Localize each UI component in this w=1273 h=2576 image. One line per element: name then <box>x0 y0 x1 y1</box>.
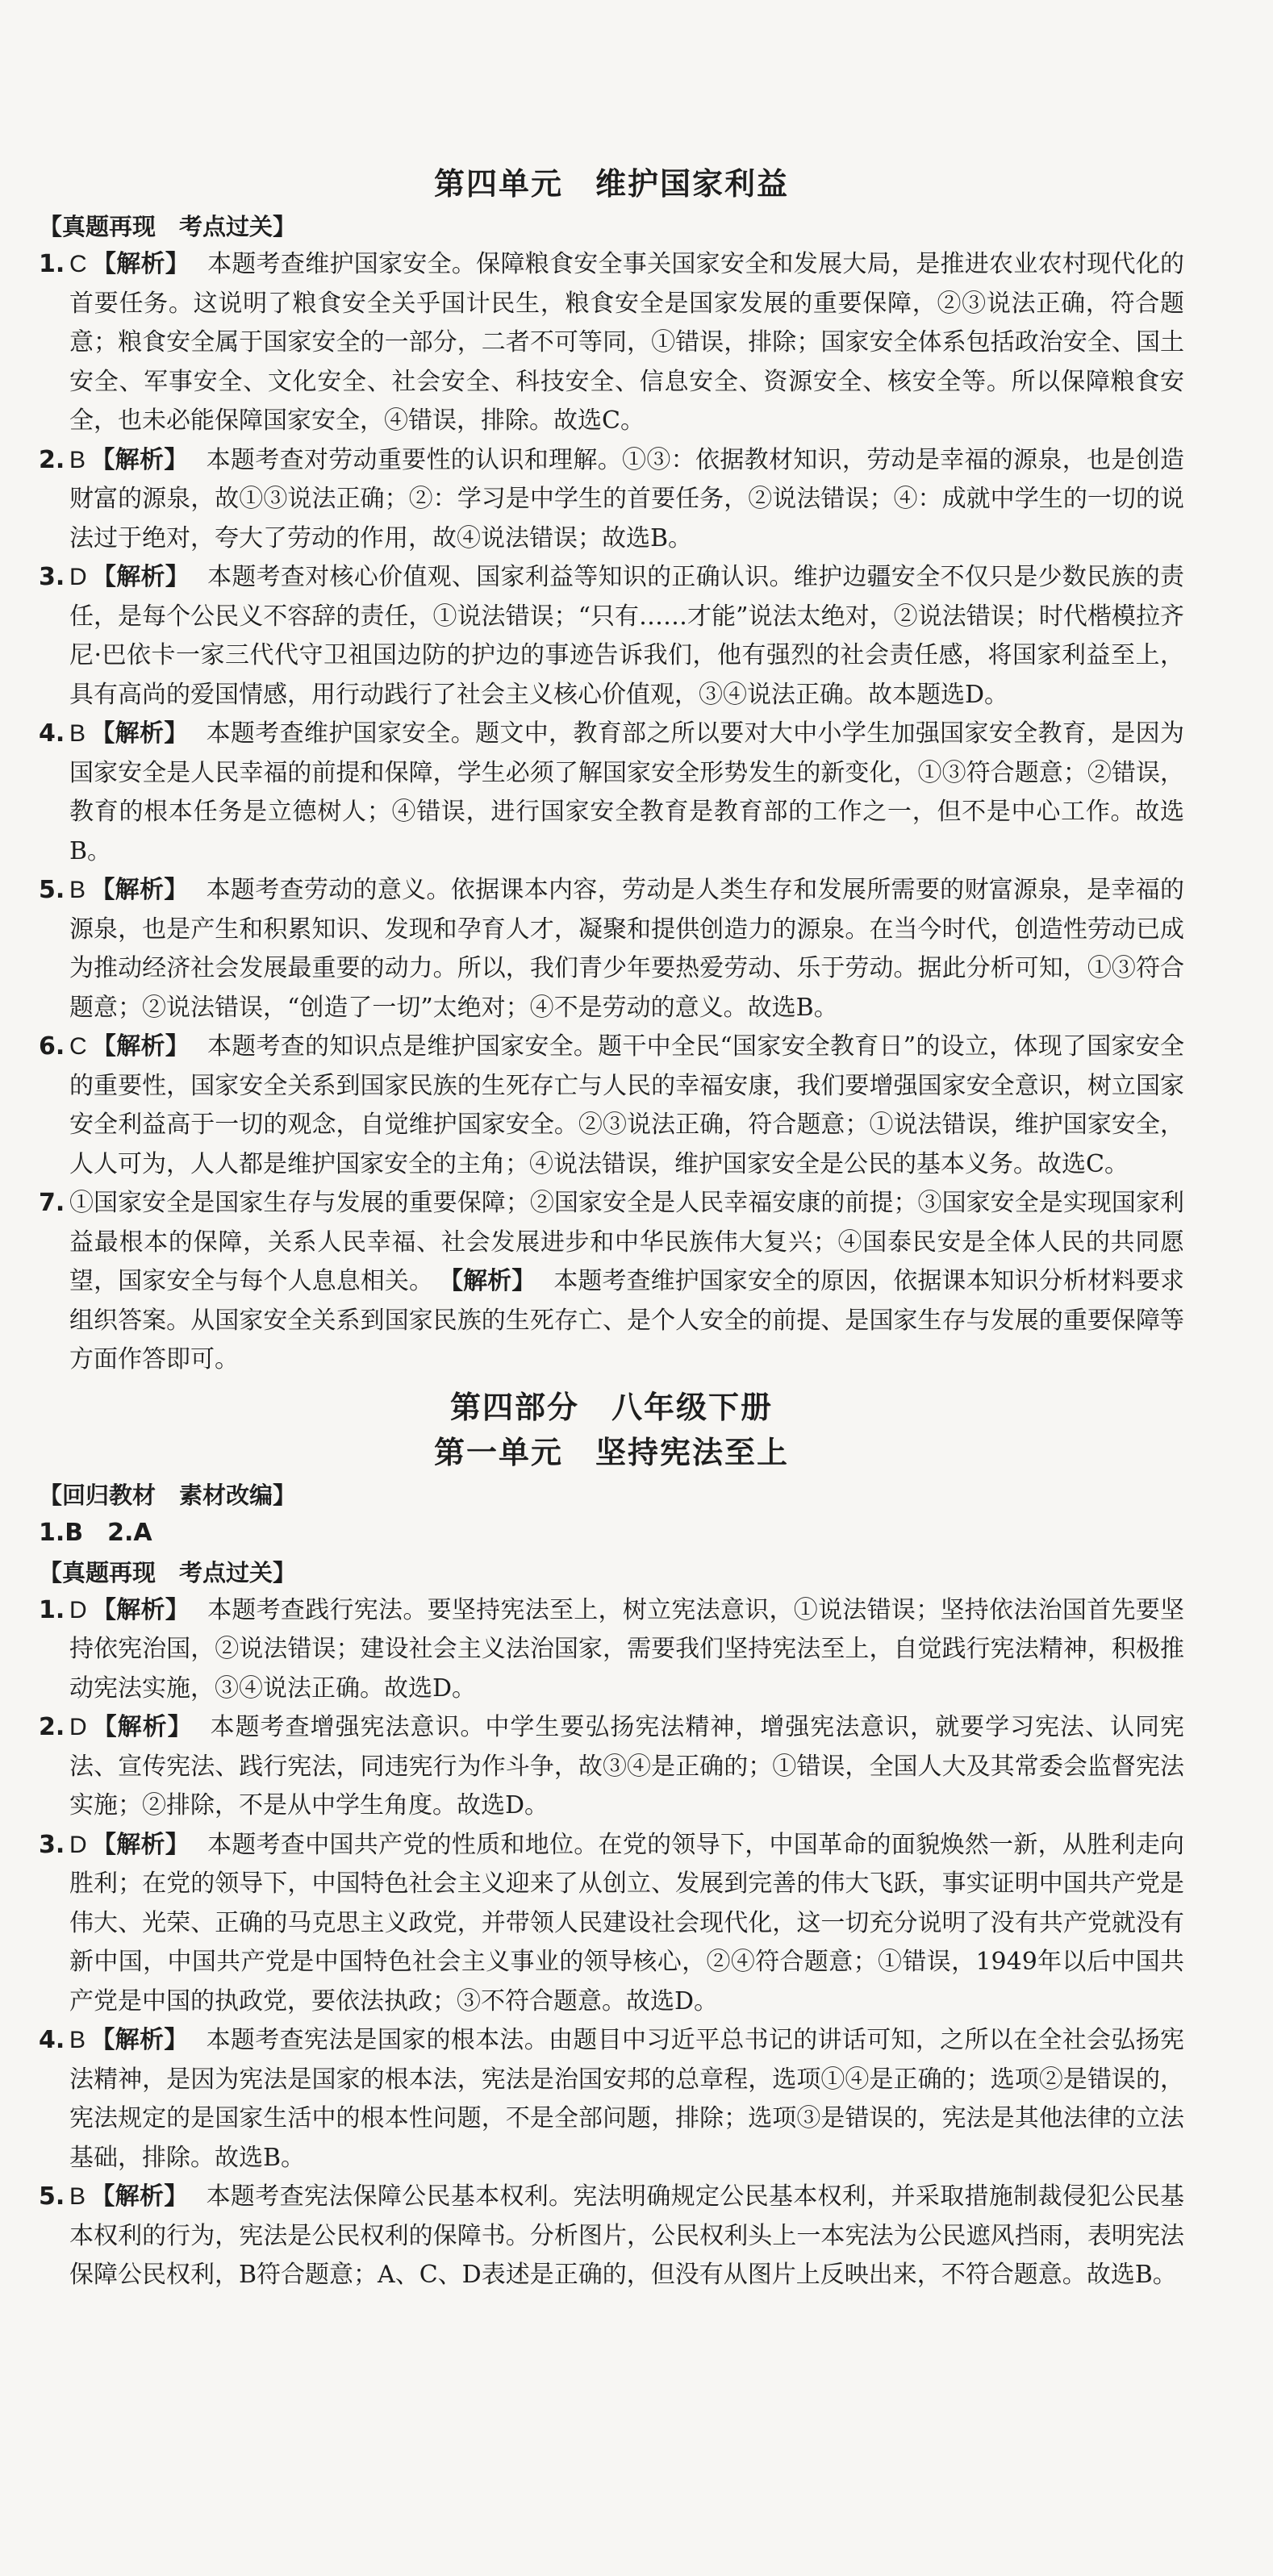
quick-answers: 1.B 2.A <box>39 1518 152 1547</box>
answer-item <box>39 558 1184 715</box>
analysis-text: 本题考查增强宪法意识。中学生要弘扬宪法精神，增强宪法意识，就要学习宪法、认同宪法、宣传宪法、践行宪法，同违宪行为作斗争，故③④是正确的；①错误，全国人大及其常委会监督宪法实施；②排除，不是从中学生角度。故选D。 <box>69 1713 1184 1819</box>
item-answer: B <box>69 720 86 747</box>
analysis-tag: 【解析】 <box>91 1032 190 1061</box>
analysis-text: 本题考查的知识点是维护国家安全。题干中全民“国家安全教育日”的设立，体现了国家安全的重要性，国家安全关系到国家民族的生死存亡与人民的幸福安康，我们要增强国家安全意识，树立国家安全利益高于一切的观念，自觉维护国家安全。②③说法正确，符合题意；①说法错误，维护国家安全，人人可为，人人都是维护国家安全的主角；④说法错误，维护国家安全是公民的基本义务。故选C。 <box>69 1032 1184 1178</box>
analysis-tag: 【解析】 <box>90 2182 189 2211</box>
section-label-real-exam: 【真题再现 考点过关】 <box>39 213 297 240</box>
analysis-text: 本题考查践行宪法。要坚持宪法至上，树立宪法意识，①说法错误；坚持依法治国首先要坚持依宪治国，②说法错误；建设社会主义法治国家，需要我们坚持宪法至上，自觉践行宪法精神，积极推动宪法实施，③④说法正确。故选D。 <box>69 1595 1185 1703</box>
answer-item <box>39 1027 1184 1184</box>
item-number: 3. <box>39 1830 65 1859</box>
analysis-tag: 【解析】 <box>91 250 190 278</box>
answer-item <box>39 441 1184 559</box>
analysis-text: 本题考查维护国家安全。题文中，教育部之所以要对大中小学生加强国家安全教育，是因为国家安全是人民幸福的前提和保障，学生必须了解国家安全形势发生的新变化，①③符合题意；②错误，教育的根本任务是立德树人；④错误，进行国家安全教育是教育部的工作之一，但不是中心工作。故选B。 <box>69 719 1185 865</box>
item-number: 3. <box>39 563 65 591</box>
analysis-tag: 【解析】 <box>91 1713 193 1741</box>
item-number: 1. <box>39 1595 65 1624</box>
part4-title: 第四部分 八年级下册 <box>449 1388 773 1425</box>
analysis-text: 本题考查维护国家安全。保障粮食安全事关国家安全和发展大局，是推进农业农村现代化的首要任务。这说明了粮食安全关乎国计民生，粮食安全是国家发展的重要保障，②③说法正确，符合题意；粮食安全属于国家安全的一部分，二者不可等同，①错误，排除；国家安全体系包括政治安全、国土安全、军事安全、文化安全、社会安全、科技安全、信息安全、资源安全、核安全等。所以保障粮食安全，也未必能保障国家安全，④错误，排除。故选C。 <box>69 250 1185 435</box>
item-number: 5. <box>39 2182 65 2211</box>
answer-item <box>39 2021 1184 2178</box>
item-answer: B <box>69 2183 86 2210</box>
analysis-tag: 【解析】 <box>91 1595 190 1624</box>
item-answer: B <box>69 877 86 903</box>
item-number: 1. <box>39 250 65 278</box>
item-number: 4. <box>39 2026 65 2054</box>
item-number: 6. <box>39 1032 65 1061</box>
analysis-tag: 【解析】 <box>91 1830 190 1859</box>
item-answer: D <box>69 564 87 590</box>
section-label-real-exam-2: 【真题再现 考点过关】 <box>39 1558 297 1586</box>
analysis-text: 本题考查维护国家安全的原因，依据课本知识分析材料要求组织答案。从国家安全关系到国家民族的生死存亡、是个人安全的前提、是国家生存与发展的重要保障等方面作答即可。 <box>69 1267 1185 1373</box>
analysis-text: 本题考查宪法是国家的根本法。由题目中习近平总书记的讲话可知，之所以在全社会弘扬宪法精神，是因为宪法是国家的根本法，宪法是治国安邦的总章程，选项①④是正确的；选项②是错误的，宪法规定的是国家生活中的根本性问题，不是全部问题，排除；选项③是错误的，宪法是其他法律的立法基础，排除。故选B。 <box>69 2026 1185 2172</box>
item-answer: D <box>69 1714 87 1740</box>
analysis-text: 本题考查对劳动重要性的认识和理解。①③：依据教材知识，劳动是幸福的源泉，也是创造财富的源泉，故①③说法正确；②：学习是中学生的首要任务，②说法错误；④：成就中学生的一切的说法过于绝对，夸大了劳动的作用，故④说法错误；故选B。 <box>69 445 1185 552</box>
analysis-text: 本题考查宪法保障公民基本权利。宪法明确规定公民基本权利，并采取措施制裁侵犯公民基本权利的行为，宪法是公民权利的保障书。分析图片，公民权利头上一本宪法为公民遮风挡雨，表明宪法保障公民权利，B符合题意；A、C、D表述是正确的，但没有从图片上反映出来，不符合题意。故选B。 <box>69 2182 1185 2289</box>
answer-item <box>39 2178 1184 2295</box>
item-answer: C <box>69 1033 87 1060</box>
analysis-text: 本题考查中国共产党的性质和地位。在党的领导下，中国革命的面貌焕然一新，从胜利走向胜利；在党的领导下，中国特色社会主义迎来了从创立、发展到完善的伟大飞跃，事实证明中国共产党是伟大、光荣、正确的马克思主义政党，并带领人民建设社会现代化，这一切充分说明了没有共产党就没有新中国，中国共产党是中国特色社会主义事业的领导核心，②④符合题意；①错误，1949年以后中国共产党是中国的执政党，要依法执政；③不符合题意。故选D。 <box>69 1830 1185 2015</box>
item-number: 2. <box>39 445 65 474</box>
item-number: 7. <box>39 1189 65 1217</box>
analysis-tag: 【解析】 <box>90 445 189 474</box>
answer-item <box>39 1184 1184 1380</box>
analysis-tag: 【解析】 <box>90 876 189 904</box>
item-number: 4. <box>39 719 65 748</box>
section-label-textbook: 【回归教材 素材改编】 <box>39 1481 297 1509</box>
answer-item <box>39 1708 1184 1826</box>
item-answer: B <box>69 2027 86 2053</box>
answer-item <box>39 715 1184 871</box>
answer-item <box>39 871 1184 1027</box>
item-number: 2. <box>39 1713 65 1741</box>
analysis-text: 本题考查劳动的意义。依据课本内容，劳动是人类生存和发展所需要的财富源泉，是幸福的源泉，也是产生和积累知识、发现和孕育人才，凝聚和提供创造力的源泉。在当今时代，创造性劳动已成为推动经济社会发展最重要的动力。所以，我们青少年要热爱劳动、乐于劳动。据此分析可知，①③符合题意；②说法错误，“创造了一切”太绝对；④不是劳动的意义。故选B。 <box>69 876 1185 1022</box>
item-answer: D <box>69 1831 87 1858</box>
analysis-text: 本题考查对核心价值观、国家利益等知识的正确认识。维护边疆安全不仅只是少数民族的责任，是每个公民义不容辞的责任，①说法错误；“只有……才能”说法太绝对，②说法错误；时代楷模拉齐尼·巴依卡一家三代代守卫祖国边防的护边的事迹告诉我们，他有强烈的社会责任感，将国家利益至上，具有高尚的爱国情感，用行动践行了社会主义核心价值观，③④说法正确。故本题选D。 <box>69 563 1185 709</box>
answer-item <box>39 245 1184 441</box>
item-answer: C <box>69 251 87 277</box>
unit4-title: 第四单元 维护国家利益 <box>433 165 789 202</box>
answer-item <box>39 1826 1184 2022</box>
item-number: 5. <box>39 876 65 904</box>
item-answer: D <box>69 1596 87 1624</box>
answer-document <box>39 161 1184 2295</box>
analysis-tag: 【解析】 <box>91 563 190 591</box>
analysis-tag: 【解析】 <box>90 2026 189 2054</box>
analysis-tag: 【解析】 <box>90 719 189 748</box>
analysis-tag: 【解析】 <box>451 1267 536 1295</box>
answer-text: ①国家安全是国家生存与发展的重要保障；②国家安全是人民幸福安康的前提；③国家安全是实现国家利益最根本的保障，关系人民幸福、社会发展进步和中华民族伟大复兴；④国泰民安是全体人民的共同愿望，国家安全与每个人息息相关。 <box>69 1189 1184 1295</box>
unit1-title: 第一单元 坚持宪法至上 <box>433 1433 789 1470</box>
answer-item <box>39 1591 1184 1709</box>
item-answer: B <box>69 446 86 473</box>
